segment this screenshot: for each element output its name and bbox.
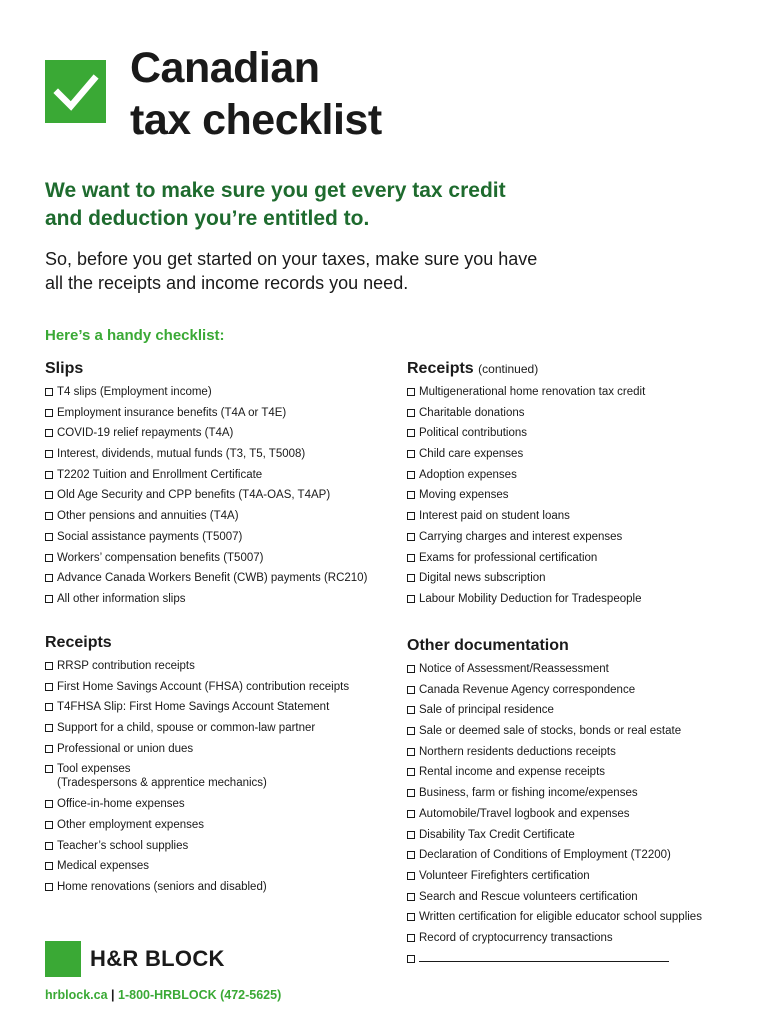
list-item[interactable]: T4FHSA Slip: First Home Savings Account Statement [45,700,405,714]
checkbox-icon[interactable] [407,686,415,694]
list-item[interactable]: Declaration of Conditions of Employment (T2200) [407,848,767,862]
checkbox-icon[interactable] [45,745,53,753]
receipts-heading: Receipts [45,634,112,651]
list-item[interactable]: T4 slips (Employment income) [45,385,405,399]
write-in-line[interactable] [419,952,669,962]
slips-list [45,385,405,606]
list-item[interactable]: Medical expenses [45,859,405,873]
list-item[interactable]: Disability Tax Credit Certificate [407,828,767,842]
checkbox-icon[interactable] [407,810,415,818]
list-item[interactable]: Volunteer Firefighters certification [407,869,767,883]
list-item[interactable]: COVID-19 relief repayments (T4A) [45,426,405,440]
list-item[interactable]: Office-in-home expenses [45,797,405,811]
list-item[interactable]: Automobile/Travel logbook and expenses [407,807,767,821]
checkbox-icon[interactable] [407,748,415,756]
receipts-continued-list [407,385,767,606]
list-item[interactable]: Political contributions [407,426,767,440]
checkbox-icon[interactable] [45,765,53,773]
list-item[interactable]: Northern residents deductions receipts [407,745,767,759]
checkbox-icon[interactable] [407,533,415,541]
list-item[interactable]: Other pensions and annuities (T4A) [45,509,405,523]
checkbox-icon[interactable] [45,821,53,829]
checkbox-icon[interactable] [407,554,415,562]
other-documentation-heading: Other documentation [407,637,569,654]
blank-write-in-item[interactable] [407,952,767,966]
list-item[interactable]: Record of cryptocurrency transactions [407,931,767,945]
list-item[interactable]: Sale of principal residence [407,703,767,717]
list-item[interactable]: Rental income and expense receipts [407,765,767,779]
checkbox-icon[interactable] [407,851,415,859]
other-documentation-section [407,636,767,972]
checkbox-icon[interactable] [407,450,415,458]
checkbox-icon[interactable] [45,862,53,870]
checkbox-icon[interactable] [407,471,415,479]
title-line-2: tax checklist [130,96,382,144]
contact-separator: | [111,988,115,1002]
list-item[interactable]: Carrying charges and interest expenses [407,530,767,544]
intro-text [45,247,645,295]
checkbox-icon[interactable] [45,450,53,458]
receipts-list [45,659,405,894]
list-item[interactable]: T2202 Tuition and Enrollment Certificate [45,468,405,482]
checkbox-icon[interactable] [45,429,53,437]
checkbox-icon[interactable] [407,512,415,520]
continued-label: (continued) [478,362,539,376]
list-item[interactable]: Moving expenses [407,488,767,502]
list-item[interactable]: Charitable donations [407,406,767,420]
list-item[interactable]: Interest, dividends, mutual funds (T3, T5, T5008) [45,447,405,461]
list-item[interactable]: Other employment expenses [45,818,405,832]
list-item[interactable]: Sale or deemed sale of stocks, bonds or real estate [407,724,767,738]
lead-text [45,177,605,233]
checkbox-icon[interactable] [407,727,415,735]
checkbox-icon[interactable] [45,554,53,562]
list-item[interactable]: Advance Canada Workers Benefit (CWB) payments (RC210) [45,571,405,585]
checkbox-icon[interactable] [407,429,415,437]
slips-section [45,359,405,613]
list-item[interactable]: Search and Rescue volunteers certification [407,890,767,904]
checkbox-icon[interactable] [407,409,415,417]
checkbox-icon[interactable] [407,388,415,396]
list-item[interactable]: Business, farm or fishing income/expenses [407,786,767,800]
title-line-1: Canadian [130,44,320,92]
receipts-continued-section [407,359,767,613]
checkbox-icon[interactable] [45,491,53,499]
checkbox-icon[interactable] [45,662,53,670]
lead-line-2: and deduction you’re entitled to. [45,207,370,230]
brand-square-icon [45,941,81,977]
intro-line-2: all the receipts and income records you need. [45,273,409,293]
checkbox-icon[interactable] [45,471,53,479]
list-item[interactable]: Social assistance payments (T5007) [45,530,405,544]
checkbox-icon[interactable] [407,706,415,714]
checkbox-icon[interactable] [45,388,53,396]
other-documentation-list [407,662,767,966]
list-item[interactable]: Written certification for eligible educator school supplies [407,910,767,924]
checkbox-icon[interactable] [45,683,53,691]
list-item[interactable]: Workers’ compensation benefits (T5007) [45,551,405,565]
checkbox-icon[interactable] [45,703,53,711]
list-item[interactable]: Interest paid on student loans [407,509,767,523]
checkbox-icon[interactable] [45,842,53,850]
intro-line-1: So, before you get started on your taxes, make sure you have [45,249,538,269]
list-item[interactable]: Employment insurance benefits (T4A or T4E) [45,406,405,420]
receipts-continued-heading: Receipts (continued) [407,360,539,377]
checkbox-icon[interactable] [407,831,415,839]
handy-checklist-label: Here’s a handy checklist: [45,327,225,344]
list-item[interactable]: Old Age Security and CPP benefits (T4A-OAS, T4AP) [45,488,405,502]
checkbox-icon[interactable] [45,574,53,582]
list-item[interactable]: RRSP contribution receipts [45,659,405,673]
list-item-subtext: (Tradespersons & apprentice mechanics) [57,777,267,790]
list-item[interactable]: Canada Revenue Agency correspondence [407,683,767,697]
checkbox-icon[interactable] [45,800,53,808]
list-item[interactable]: Child care expenses [407,447,767,461]
checkbox-icon[interactable] [407,491,415,499]
list-item[interactable]: Tool expenses (Tradespersons & apprentice mechanics) [45,762,405,790]
list-item[interactable]: Multigenerational home renovation tax credit [407,385,767,399]
checkbox-icon[interactable] [45,883,53,891]
checkbox-icon[interactable] [407,893,415,901]
page-title [130,42,382,146]
checkbox-icon[interactable] [407,913,415,921]
lead-line-1: We want to make sure you get every tax credit [45,179,506,202]
checkbox-icon[interactable] [45,595,53,603]
contact-line [45,988,281,1002]
checkbox-icon[interactable] [407,934,415,942]
slips-heading: Slips [45,360,84,377]
checkbox-icon[interactable] [407,595,415,603]
checkbox-icon[interactable] [45,512,53,520]
list-item[interactable]: Adoption expenses [407,468,767,482]
phone-number[interactable]: 1-800-HRBLOCK (472-5625) [118,988,282,1002]
list-item[interactable]: All other information slips [45,592,405,606]
checkbox-icon[interactable] [407,955,415,963]
brand-name: H&R BLOCK [90,946,225,971]
checkbox-icon[interactable] [407,872,415,880]
list-item[interactable]: Notice of Assessment/Reassessment [407,662,767,676]
checkbox-icon[interactable] [45,724,53,732]
list-item[interactable]: Teacher’s school supplies [45,839,405,853]
list-item[interactable]: Exams for professional certification [407,551,767,565]
list-item[interactable]: Labour Mobility Deduction for Tradespeople [407,592,767,606]
list-item[interactable]: First Home Savings Account (FHSA) contribution receipts [45,680,405,694]
website-link[interactable]: hrblock.ca [45,988,108,1002]
checkbox-icon[interactable] [407,574,415,582]
checkbox-icon[interactable] [45,533,53,541]
list-item[interactable]: Home renovations (seniors and disabled) [45,880,405,894]
list-item[interactable]: Support for a child, spouse or common-law partner [45,721,405,735]
list-item[interactable]: Digital news subscription [407,571,767,585]
checkbox-icon[interactable] [407,768,415,776]
checkbox-icon[interactable] [45,409,53,417]
checkbox-icon[interactable] [407,789,415,797]
checkbox-icon[interactable] [407,665,415,673]
list-item[interactable]: Professional or union dues [45,742,405,756]
receipts-section [45,633,405,901]
checkmark-icon [45,60,106,123]
